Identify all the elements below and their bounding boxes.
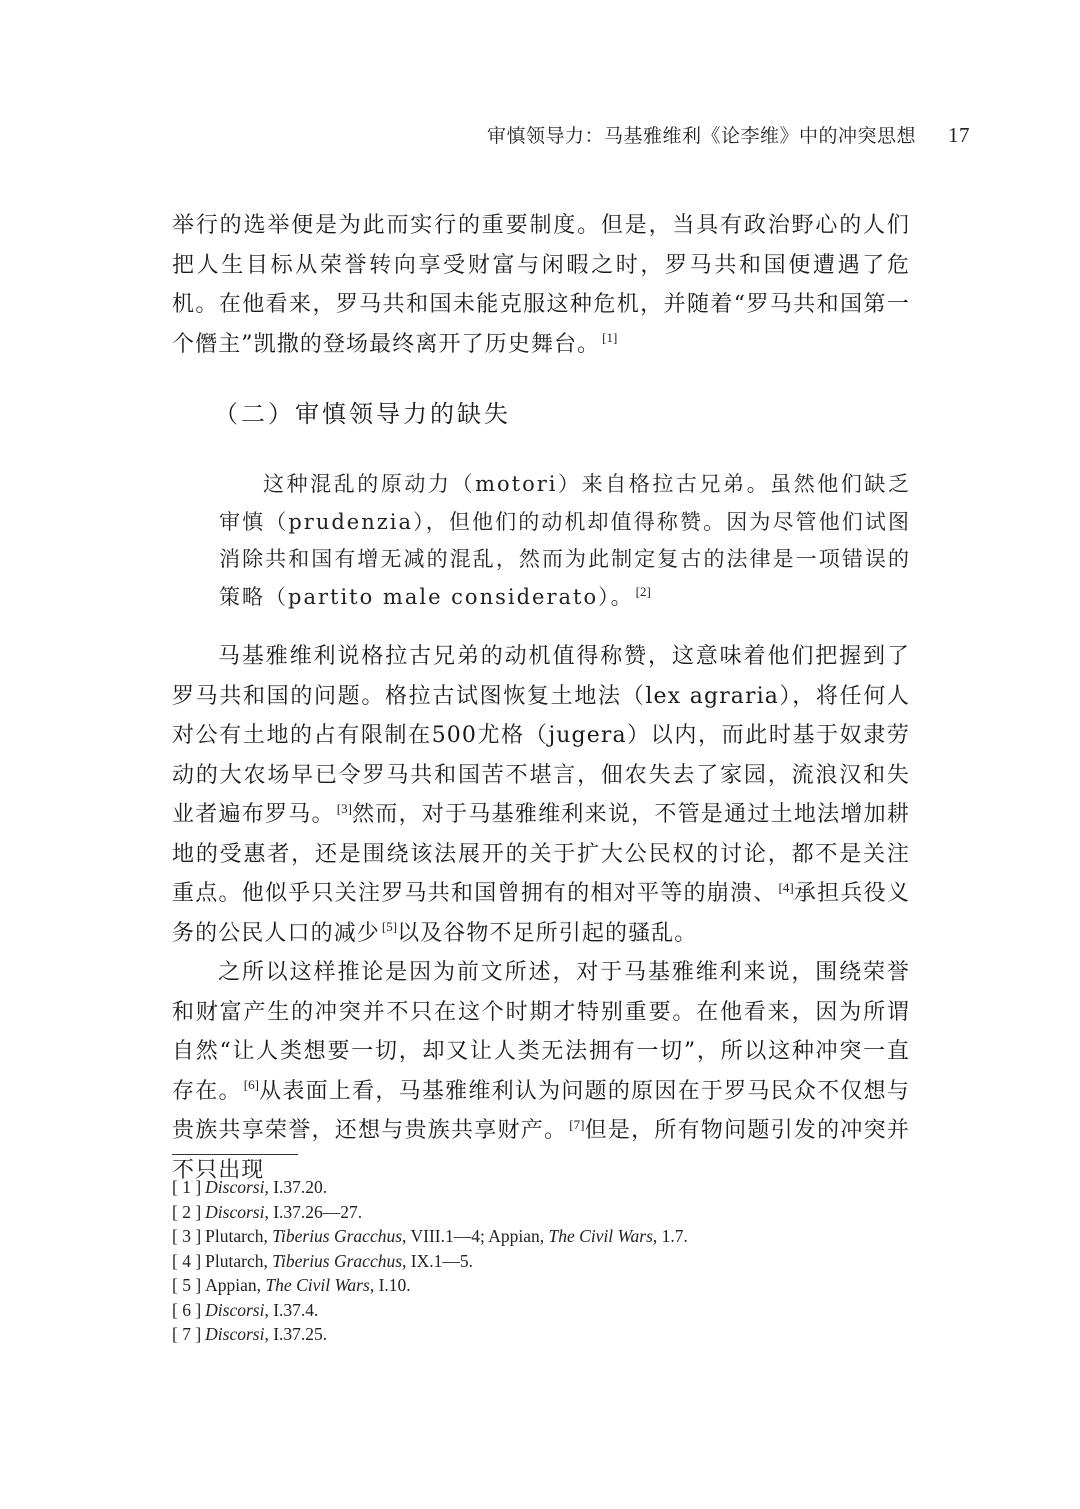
footnote-citation: , 1.7. [652, 1226, 688, 1246]
footnote-title: The Civil Wars [548, 1226, 653, 1246]
paragraph-text: 承担兵役义务的公民人口的减少 [172, 881, 910, 946]
footnote-ref-1[interactable]: [1] [602, 330, 618, 346]
footnote-mark: [ 3 ] [172, 1226, 202, 1246]
block-quote [219, 466, 911, 616]
footnote-citation: , I.37.25. [264, 1324, 328, 1344]
paragraph-text: 从表面上看，马基雅维利认为问题的原因在于罗马民众不仅想与贵族共享荣誉，还想与贵族共享财产。 [172, 1078, 910, 1143]
footnote-title: Discorsi [205, 1324, 265, 1344]
footnote-citation: , IX.1—5. [402, 1250, 474, 1271]
footnote-item [172, 1249, 912, 1274]
footnote-citation: , I.10. [369, 1275, 411, 1295]
footnote-item [172, 1224, 912, 1249]
footnote-mark: [ 7 ] [172, 1324, 202, 1344]
footnote-mark: [ 6 ] [172, 1299, 202, 1320]
footnote-item [172, 1298, 912, 1323]
paragraph-text: 之所以这样推论是因为前文所述，对于马基雅维利来说，围绕荣誉和财富产生的冲突并不只在这个时期才特别重要。在他看来，因为所谓自然“让人类想要一切，却又让人类无法拥有一切”，所以这种冲突一直存在。 [172, 960, 910, 1104]
footnote-author: Plutarch, [205, 1226, 273, 1246]
footnote-ref-2[interactable]: [2] [635, 583, 651, 599]
quote-text: 这种混乱的原动力（motori）来自格拉古兄弟。虽然他们缺乏审慎（prudenzia），但他们的动机却值得称赞。因为尽管他们试图消除共和国有增无减的混乱，然而为此制定复古的法律是一项错误的策略（partito male considerato）。 [219, 472, 911, 609]
footnote-title: The Civil Wars [265, 1275, 370, 1295]
footnote-ref-4[interactable]: [4] [778, 879, 794, 895]
footnote-ref-5[interactable]: [5] [381, 919, 398, 935]
section-heading: （二）审慎领导力的缺失 [214, 400, 511, 428]
body-paragraph-2 [172, 637, 910, 953]
footnote-item [172, 1273, 912, 1298]
body-paragraph-1 [172, 206, 910, 364]
footnote-item [172, 1200, 912, 1225]
footnote-title: Discorsi [205, 1201, 265, 1222]
paragraph-text: 但是，所有物问题引发的冲突并不只出现 [172, 1118, 911, 1183]
footnote-item [172, 1322, 912, 1347]
paragraph-text: 马基雅维利说格拉古兄弟的动机值得称赞，这意味着他们把握到了罗马共和国的问题。格拉古试图恢复土地法（lex agraria），将任何人对公有土地的占有限制在500尤格（jugera）以内，而此时基于奴隶劳动的大农场早已令罗马共和国苦不堪言，佃农失去了家园，流浪汉和失业者遍布罗马。 [172, 644, 910, 827]
footnote-divider [172, 1154, 298, 1155]
page-number: 17 [948, 123, 970, 147]
footnote-citation: , I.37.26—27. [264, 1201, 363, 1222]
footnote-ref-3[interactable]: [3] [336, 800, 352, 816]
paragraph-text: 以及谷物不足所引起的骚乱。 [397, 920, 698, 946]
paragraph-text: 举行的选举便是为此而实行的重要制度。但是，当具有政治野心的人们把人生目标从荣誉转向享受财富与闲暇之时，罗马共和国便遭遇了危机。在他看来，罗马共和国未能克服这种危机，并随着“罗马共和国第一个僭主”凯撒的登场最终离开了历史舞台。 [172, 213, 910, 357]
footnotes [172, 1175, 912, 1347]
running-title: 审慎领导力：马基雅维利《论李维》中的冲突思想 [486, 125, 916, 147]
footnote-mark: [ 4 ] [172, 1250, 202, 1271]
footnote-title: Tiberius Gracchus [272, 1226, 403, 1246]
footnote-mark: [ 1 ] [172, 1177, 202, 1197]
footnote-title: Discorsi [205, 1177, 265, 1197]
footnote-citation: , I.37.20. [264, 1177, 328, 1197]
footnote-author: Plutarch, [205, 1250, 273, 1271]
footnote-citation: , I.37.4. [264, 1299, 319, 1320]
footnote-title: Tiberius Gracchus [272, 1250, 403, 1271]
footnote-ref-6[interactable]: [6] [243, 1077, 259, 1093]
body-text-main [172, 637, 910, 1190]
footnote-item [172, 1175, 912, 1200]
footnote-author: Appian, [205, 1275, 266, 1295]
footnote-mark: [ 2 ] [172, 1201, 202, 1222]
footnote-mark: [ 5 ] [172, 1275, 202, 1295]
running-header [450, 121, 970, 148]
footnote-citation: , VIII.1—4; Appian, [402, 1226, 549, 1246]
footnote-ref-7[interactable]: [7] [569, 1116, 585, 1132]
footnote-title: Discorsi [205, 1299, 265, 1320]
paragraph-text: 然而，对于马基雅维利来说，不管是通过土地法增加耕地的受惠者，还是围绕该法展开的关于扩大公民权的讨论，都不是关注重点。他似乎只关注罗马共和国曾拥有的相对平等的崩溃、 [172, 802, 911, 906]
